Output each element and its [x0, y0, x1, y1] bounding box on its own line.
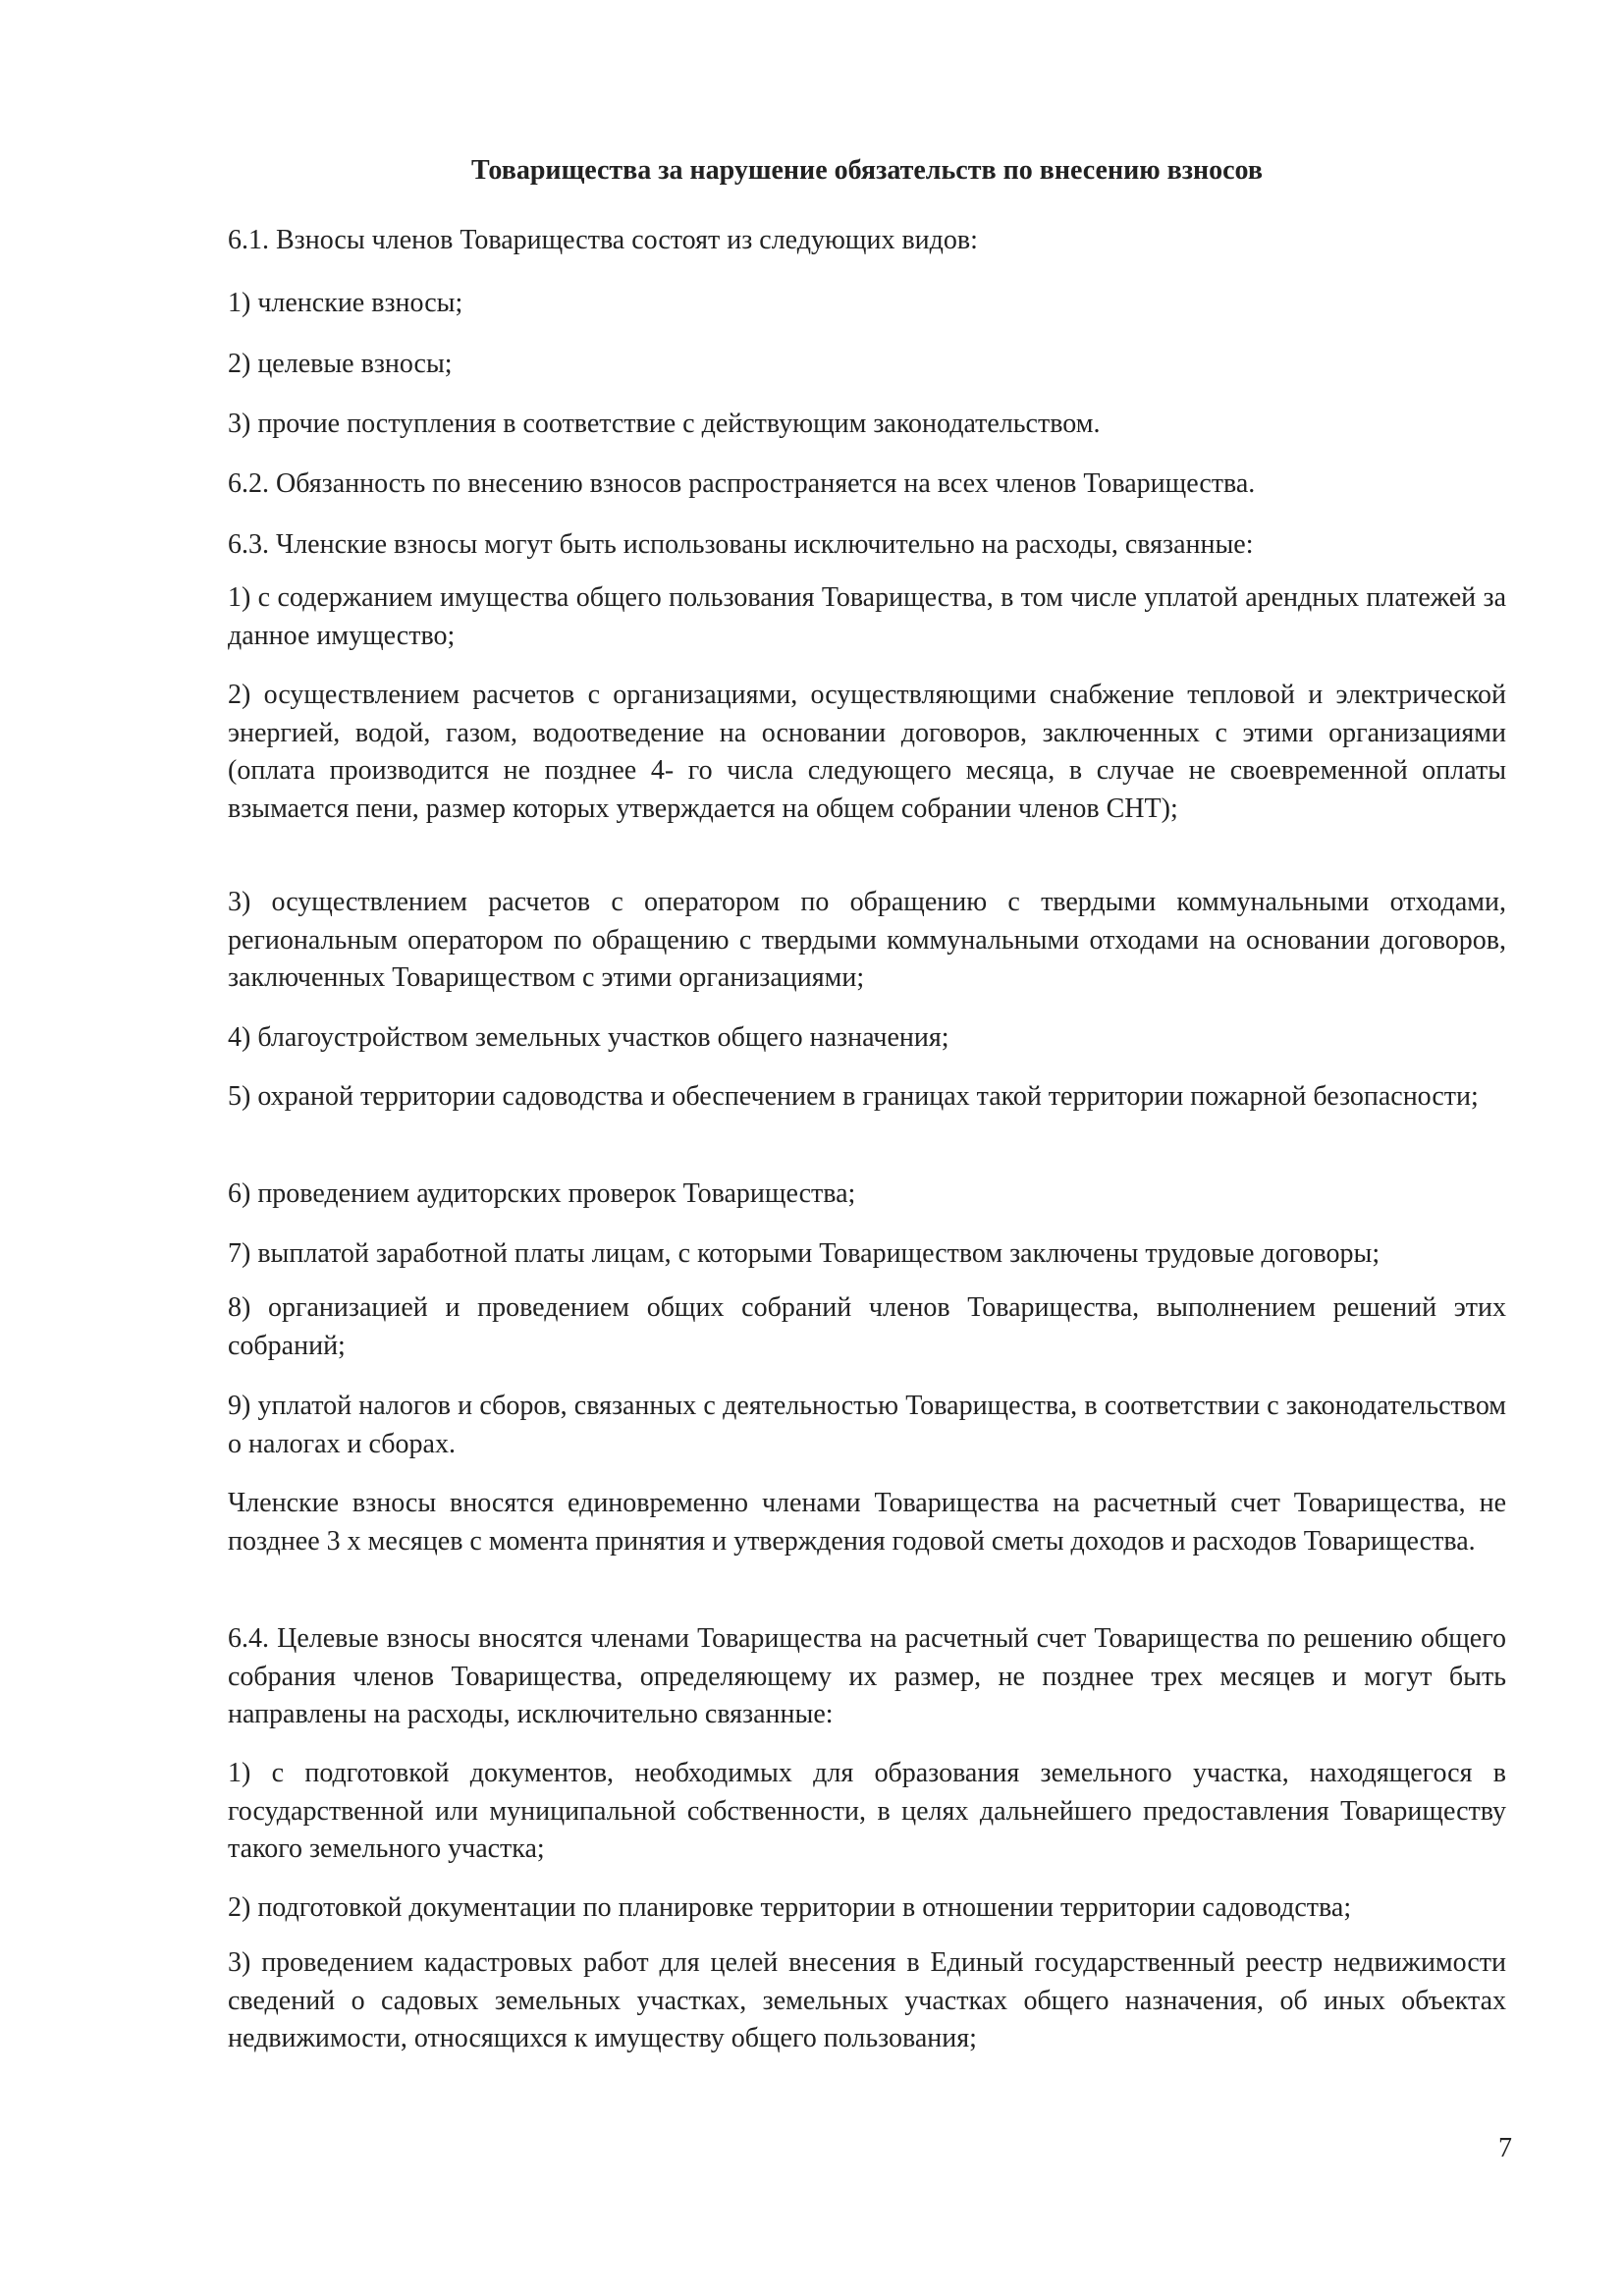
list-item-6-3-7: 7) выплатой заработной платы лицам, с которыми Товариществом заключены трудовые договоры; — [228, 1238, 1380, 1269]
list-item-6-4-2: 2) подготовкой документации по планировке территории в отношении территории садоводства; — [228, 1892, 1352, 1923]
page-number: 7 — [1498, 2133, 1512, 2163]
paragraph-membership-fees-payment: Членские взносы вносятся единовременно членами Товарищества на расчетный счет Товарищества, не позднее 3 х месяцев с момента принятия и утверждения годовой сметы доходов и расходов Товарищества. — [228, 1488, 1506, 1557]
list-item-6-3-9: 9) уплатой налогов и сборов, связанных с деятельностью Товарищества, в соответствии с законодательством о налогах и сборах. — [228, 1391, 1506, 1459]
paragraph-6-4: 6.4. Целевые взносы вносятся членами Товарищества на расчетный счет Товарищества по решению общего собрания членов Товарищества, определяющему их размер, не позднее трех месяцев и могут быть направлены на расходы, исключительно связанные: — [228, 1623, 1506, 1730]
list-item-6-3-2: 2) осуществлением расчетов с организациями, осуществляющими снабжение тепловой и электрической энергией, водой, газом, водоотведение на основании договоров, заключенных с этими организациями (оплата производится не позднее 4- го числа следующего месяца, в случае не своевременной оплаты взымается пени, размер которых утверждается на общем собрании членов СНТ); — [228, 680, 1506, 824]
paragraph-6-1: 6.1. Взносы членов Товарищества состоят из следующих видов: — [228, 225, 978, 255]
section-heading: Товарищества за нарушение обязательств по внесению взносов — [471, 155, 1263, 186]
list-item-6-3-5: 5) охраной территории садоводства и обеспечением в границах такой территории пожарной безопасности; — [228, 1081, 1479, 1112]
list-item-6-3-3: 3) осуществлением расчетов с оператором по обращению с твердыми коммунальными отходами, региональным оператором по обращению с твердыми коммунальными отходами на основании договоров, заключенных Товариществом с этими организациями; — [228, 887, 1506, 994]
list-item-6-3-4: 4) благоустройством земельных участков общего назначения; — [228, 1022, 949, 1053]
list-item-6-3-1: 1) с содержанием имущества общего пользования Товарищества, в том числе уплатой арендных платежей за данное имущество; — [228, 582, 1506, 651]
paragraph-6-3: 6.3. Членские взносы могут быть использованы исключительно на расходы, связанные: — [228, 529, 1254, 560]
paragraph-6-2: 6.2. Обязанность по внесению взносов распространяется на всех членов Товарищества. — [228, 468, 1256, 499]
list-item-6-4-1: 1) с подготовкой документов, необходимых для образования земельного участка, находящегося в государственной или муниципальной собственности, в целях дальнейшего предоставления Товариществу такого земельного участка; — [228, 1758, 1506, 1865]
list-item-6-3-8: 8) организацией и проведением общих собраний членов Товарищества, выполнением решений этих собраний; — [228, 1292, 1506, 1361]
list-item-other-income: 3) прочие поступления в соответствие с действующим законодательством. — [228, 409, 1101, 439]
list-item-6-4-3: 3) проведением кадастровых работ для целей внесения в Единый государственный реестр недвижимости сведений о садовых земельных участках, земельных участках общего назначения, об иных объектах недвижимости, относящихся к имуществу общего пользования; — [228, 1947, 1506, 2054]
list-item-membership-fees: 1) членские взносы; — [228, 288, 463, 318]
list-item-6-3-6: 6) проведением аудиторских проверок Товарищества; — [228, 1178, 856, 1209]
list-item-target-fees: 2) целевые взносы; — [228, 349, 453, 379]
